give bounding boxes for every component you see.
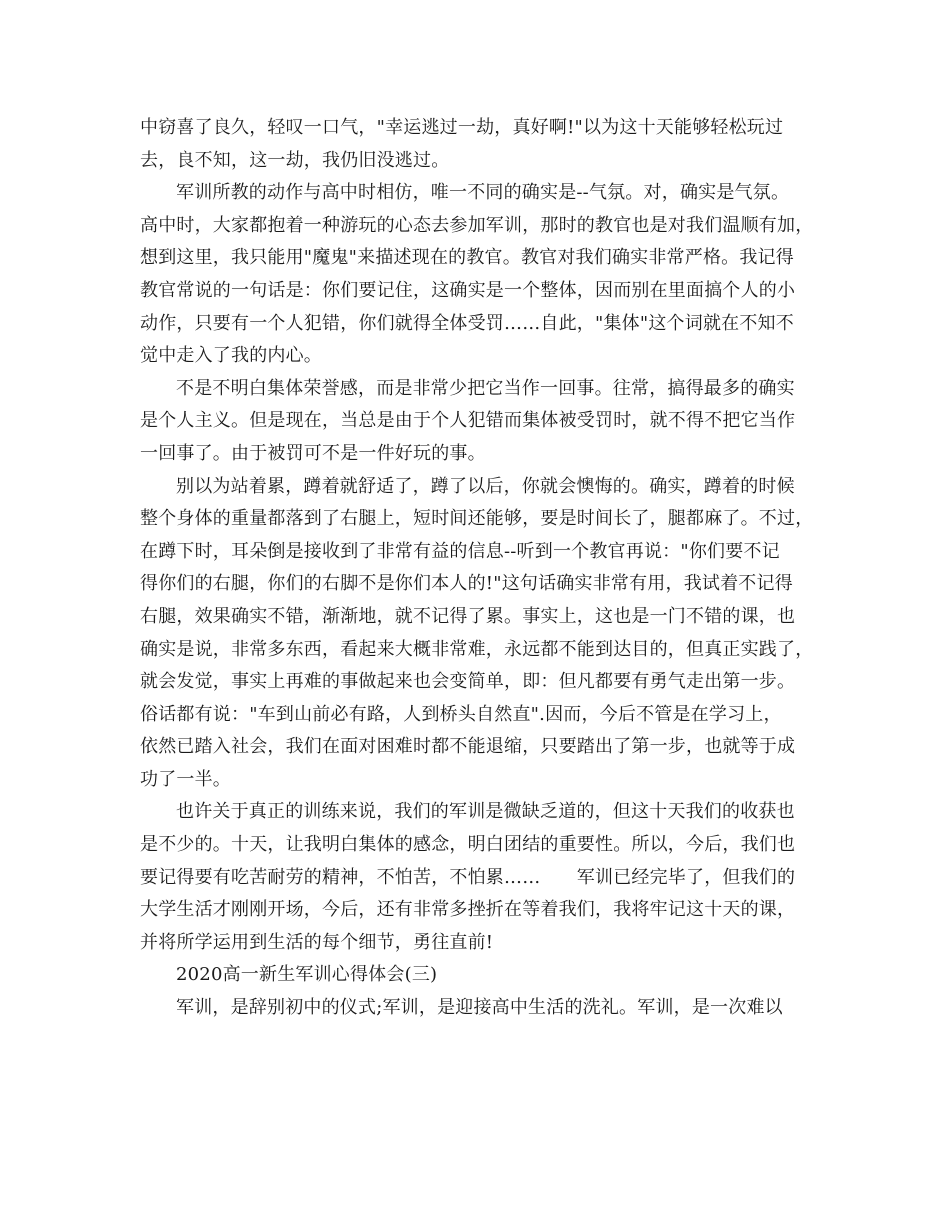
text-line: 2020高一新生军训心得体会(三) (176, 964, 438, 986)
text-line: 教官常说的一句话是：你们要记住，这确实是一个整体，因而别在里面搞个人的小 (140, 279, 796, 301)
text-line: 俗话都有说："车到山前必有路，人到桥头自然直".因而，今后不管是在学习上， (140, 703, 782, 725)
text-line: 去，良不知，这一劫，我仍旧没逃过。 (140, 149, 450, 171)
text-line: 右腿，效果确实不错，渐渐地，就不记得了累。事实上，这也是一门不错的课，也 (140, 605, 796, 627)
text-line: 确实是说，非常多东西，看起来大概非常难，永远都不能到达目的，但真正实践了， (140, 638, 814, 660)
text-line: 不是不明白集体荣誉感，而是非常少把它当作一回事。往常，搞得最多的确实 (176, 377, 795, 399)
text-line: 别以为站着累，蹲着就舒适了，蹲了以后，你就会懊悔的。确实，蹲着的时候 (176, 475, 795, 497)
text-line: 得你们的右腿，你们的右脚不是你们本人的!"这句话确实非常有用，我试着不记得 (140, 573, 793, 595)
text-line: 军训所教的动作与高中时相仿，唯一不同的确实是--气氛。对，确实是气氛。 (176, 182, 790, 204)
text-line: 高中时，大家都抱着一种游玩的心态去参加军训，那时的教官也是对我们温顺有加， (140, 214, 814, 236)
text-line: 是个人主义。但是现在，当总是由于个人犯错而集体被受罚时，就不得不把它当作 (140, 410, 796, 432)
text-line: 觉中走入了我的内心。 (140, 345, 322, 367)
text-line: 中窃喜了良久，轻叹一口气，"幸运逃过一劫，真好啊!"以为这十天能够轻松玩过 (140, 117, 784, 138)
text-line: 动作，只要有一个人犯错，你们就得全体受罚……自此，"集体"这个词就在不知不 (140, 312, 794, 334)
text-line: 就会发觉，事实上再难的事做起来也会变简单，即：但凡都要有勇气走出第一步。 (140, 671, 796, 693)
text-line: 想到这里，我只能用"魔鬼"来描述现在的教官。教官对我们确实非常严格。我记得 (140, 247, 794, 269)
text-line: 大学生活才刚刚开场，今后，还有非常多挫折在等着我们，我将牢记这十天的课， (140, 899, 796, 921)
text-line: 整个身体的重量都落到了右腿上，短时间还能够，要是时间长了，腿都麻了。不过， (140, 508, 814, 530)
text-line: 并将所学运用到生活的每个细节，勇往直前! (140, 931, 494, 953)
text-line: 军训，是辞别初中的仪式;军训，是迎接高中生活的洗礼。军训，是一次难以 (176, 997, 783, 1019)
text-line: 一回事了。由于被罚可不是一件好玩的事。 (140, 442, 486, 464)
text-line: 也许关于真正的训练来说，我们的军训是微缺乏道的，但这十天我们的收获也 (176, 801, 795, 823)
text-line: 要记得要有吃苦耐劳的精神，不怕苦，不怕累…… 军训已经完毕了，但我们的 (140, 866, 796, 888)
text-line: 是不少的。十天，让我明白集体的感念，明白团结的重要性。所以，今后，我们也 (140, 834, 796, 856)
text-line: 功了一半。 (140, 768, 231, 790)
text-line: 依然已踏入社会，我们在面对困难时都不能退缩，只要踏出了第一步，也就等于成 (140, 736, 796, 758)
text-line: 在蹲下时，耳朵倒是接收到了非常有益的信息--听到一个教官再说："你们要不记 (140, 540, 780, 562)
document-body (140, 112, 820, 1025)
